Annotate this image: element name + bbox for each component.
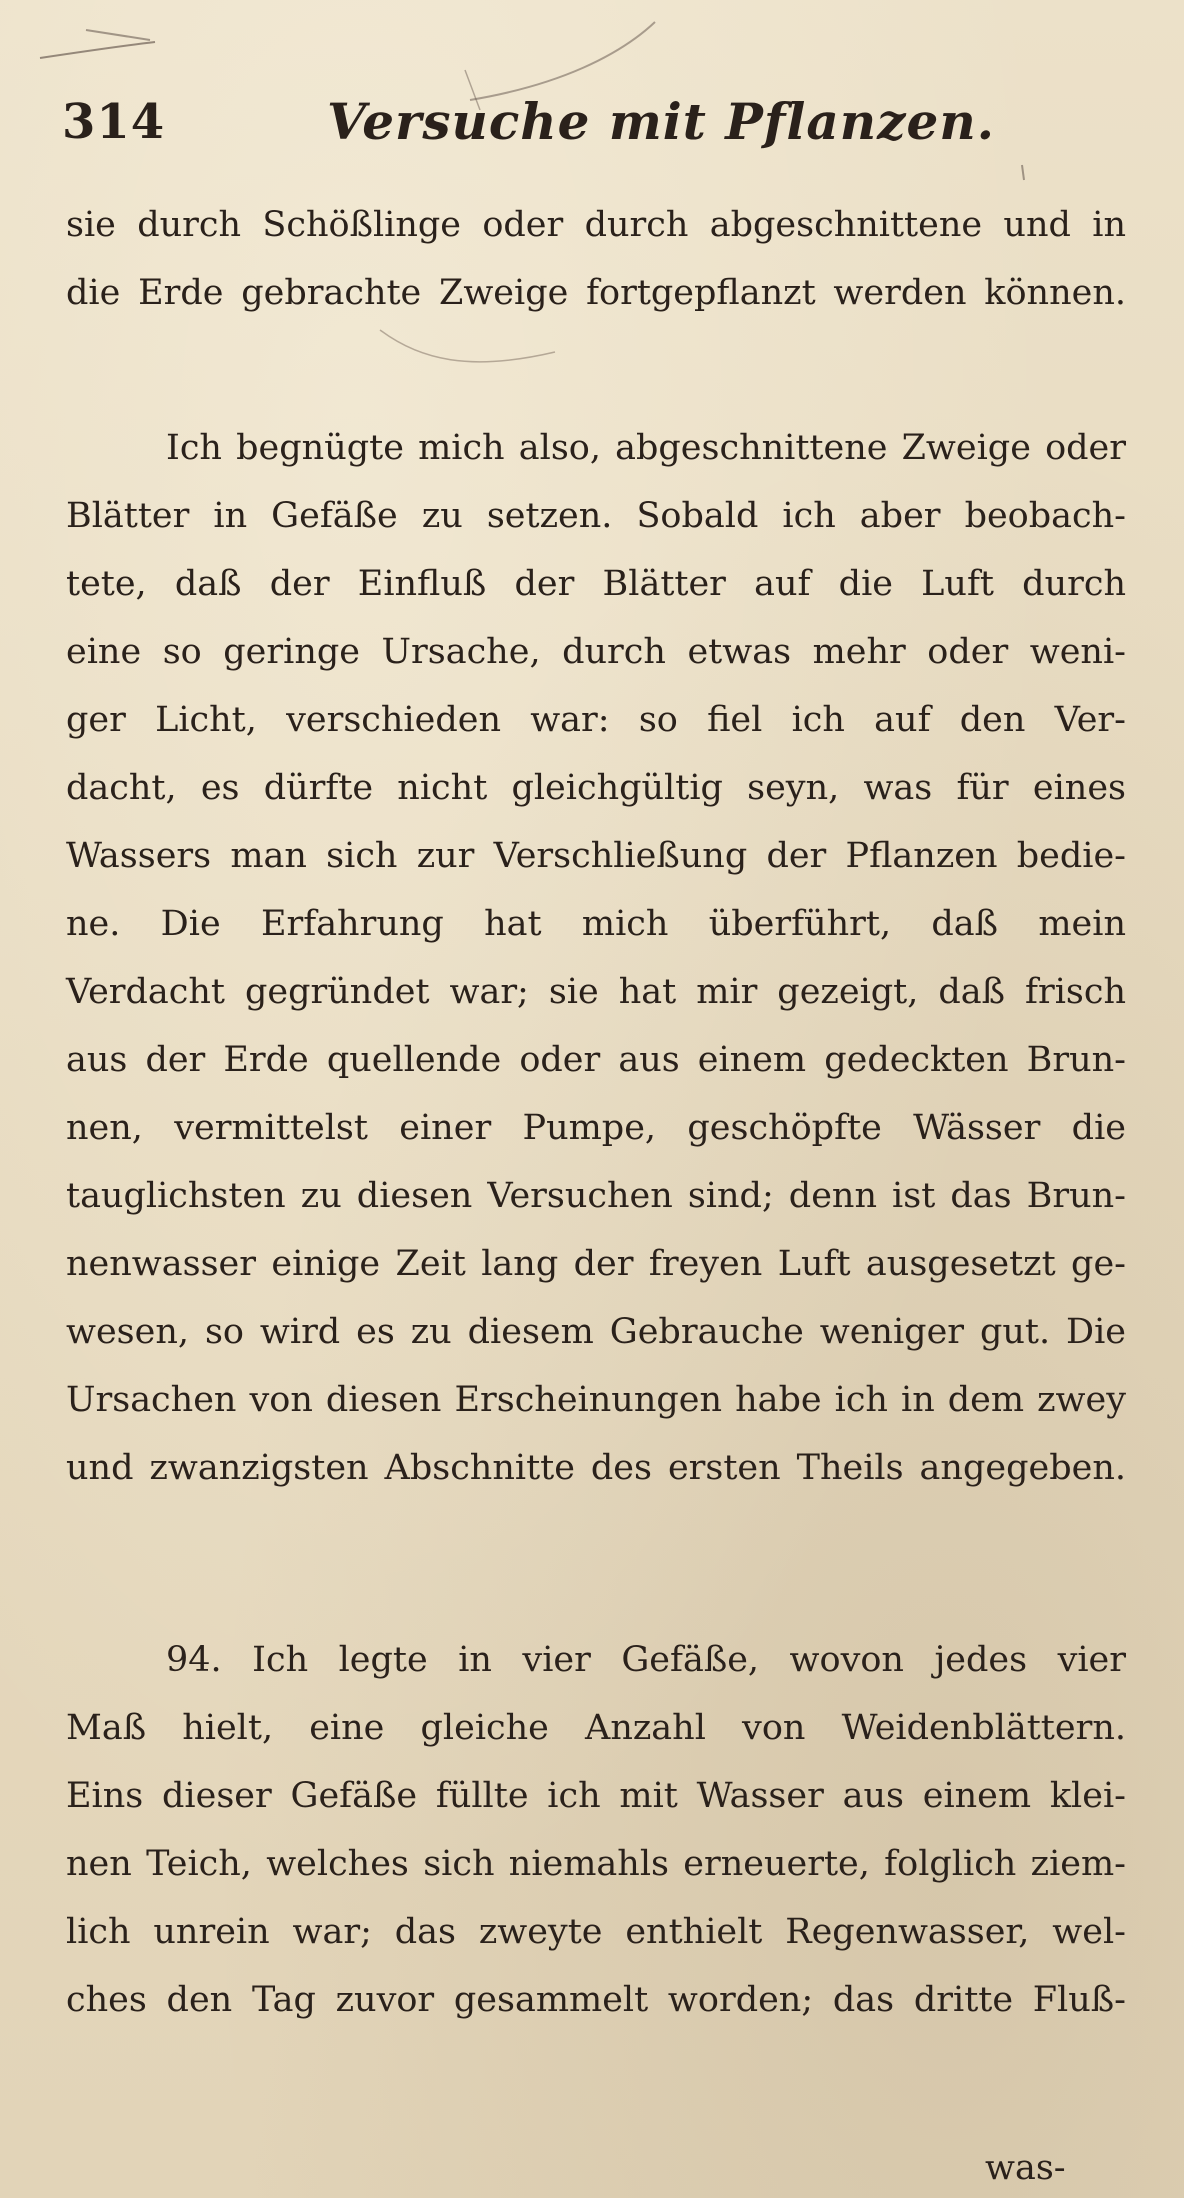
text-line: ne. Die Erfahrung hat mich überführt, daß mein <box>66 904 1126 944</box>
text-line: und zwanzigsten Abschnitte des ersten Theils angegeben. <box>66 1448 1126 1488</box>
text-line: ches den Tag zuvor gesammelt worden; das dritte Fluß- <box>66 1980 1126 2020</box>
text-line: ger Licht, verschieden war: so fiel ich auf den Ver- <box>66 700 1126 740</box>
text-line: wesen, so wird es zu diesem Gebrauche weniger gut. Die <box>66 1312 1126 1352</box>
text-line: dacht, es dürfte nicht gleichgültig seyn, was für eines <box>66 768 1126 808</box>
text-line: Verdacht gegründet war; sie hat mir gezeigt, daß frisch <box>66 972 1126 1012</box>
text-line: Wassers man sich zur Verschließung der Pflanzen bedie- <box>66 836 1126 876</box>
text-line: nen, vermittelst einer Pumpe, geschöpfte Wässer die <box>66 1108 1126 1148</box>
text-line: lich unrein war; das zweyte enthielt Regenwasser, wel- <box>66 1912 1126 1952</box>
catchword: was- <box>985 2148 1066 2188</box>
page-header <box>62 84 1122 164</box>
text-line: tauglichsten zu diesen Versuchen sind; denn ist das Brun- <box>66 1176 1126 1216</box>
pencil-annotations <box>0 0 1184 400</box>
text-line: nen Teich, welches sich niemahls erneuerte, folglich ziem- <box>66 1844 1126 1884</box>
text-line: eine so geringe Ursache, durch etwas mehr oder weni- <box>66 632 1126 672</box>
text-line: Maß hielt, eine gleiche Anzahl von Weidenblättern. <box>66 1708 1126 1748</box>
text-line: Blätter in Gefäße zu setzen. Sobald ich aber beobach- <box>66 496 1126 536</box>
text-line: Ich begnügte mich also, abgeschnittene Zweige oder <box>166 428 1126 468</box>
pencil-stroke-left-2 <box>86 30 150 40</box>
text-line: sie durch Schößlinge oder durch abgeschnittene und in <box>66 205 1126 245</box>
text-line: Ursachen von diesen Erscheinungen habe ich in dem zwey <box>66 1380 1126 1420</box>
text-line: aus der Erde quellende oder aus einem gedeckten Brun- <box>66 1040 1126 1080</box>
pencil-stroke-mid <box>380 330 555 362</box>
text-line: Eins dieser Gefäße füllte ich mit Wasser aus einem klei- <box>66 1776 1126 1816</box>
pencil-stroke-tick <box>1022 165 1024 180</box>
running-title: Versuche mit Pflanzen. <box>327 92 996 151</box>
page-number: 314 <box>62 94 166 150</box>
text-line: 94. Ich legte in vier Gefäße, wovon jedes vier <box>166 1640 1126 1680</box>
text-line: tete, daß der Einfluß der Blätter auf die Luft durch <box>66 564 1126 604</box>
text-line: die Erde gebrachte Zweige fortgepflanzt werden können. <box>66 273 1126 313</box>
text-line: nenwasser einige Zeit lang der freyen Luft ausgesetzt ge- <box>66 1244 1126 1284</box>
pencil-stroke-left <box>40 42 155 58</box>
